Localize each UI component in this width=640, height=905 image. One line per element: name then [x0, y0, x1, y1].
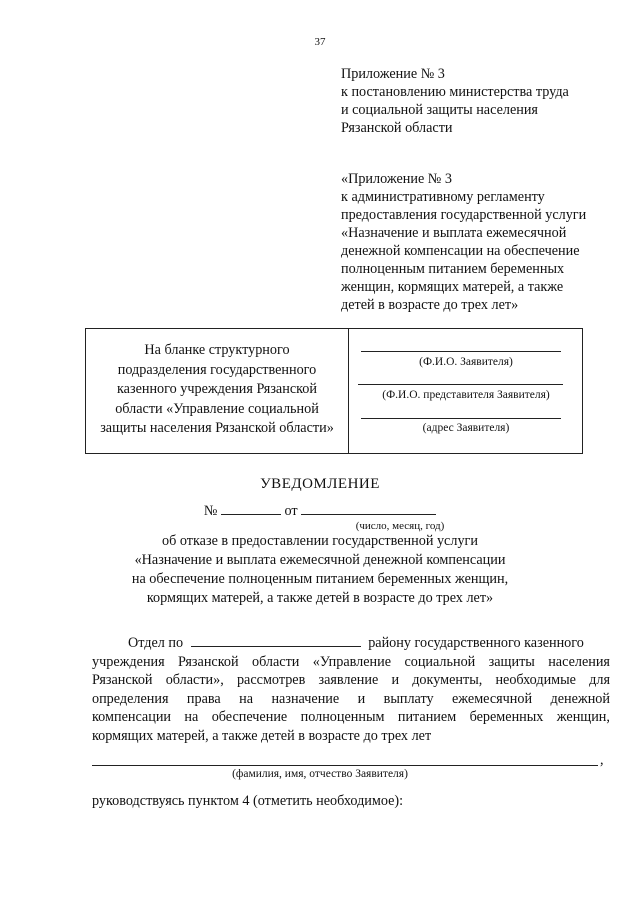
letterhead-line: защиты населения Рязанской области» [100, 420, 334, 436]
date-label: от [284, 503, 298, 519]
word: учреждения [92, 653, 165, 670]
subject-line: «Назначение и выплата ежемесячной денежной компенсации [134, 552, 506, 568]
appendix-line: Рязанской области [341, 120, 453, 136]
appendix2-line: денежной компенсации на обеспечение [341, 243, 580, 259]
body-line [92, 671, 610, 690]
body-last-line: кормящих матерей, а также детей в возрасте до трех лет [92, 727, 432, 744]
word: выплату [383, 690, 434, 707]
appendix2-line: «Приложение № 3 [341, 171, 452, 187]
word: компенсации [92, 709, 172, 725]
dept-suffix: району государственного казенного [368, 635, 584, 651]
fio-caption: (фамилия, имя, отчество Заявителя) [232, 768, 408, 780]
letterhead-table [85, 328, 583, 454]
address-caption: (адрес Заявителя) [422, 422, 510, 434]
subject-line: кормящих матерей, а также детей в возрасте до трех лет» [146, 590, 494, 606]
regulation-appendix-header [341, 170, 626, 314]
word: населения [548, 653, 610, 670]
notice-body [92, 633, 610, 745]
appendix-line: и социальной защиты населения [341, 102, 538, 118]
appendix2-line: к административному регламенту [341, 189, 545, 205]
letterhead-line: На бланке структурного [144, 342, 290, 358]
page-number: 37 [314, 36, 326, 48]
subject-line: об отказе в предоставлении государственной услуги [162, 533, 478, 549]
word: защиты [488, 653, 535, 670]
word: питанием [397, 709, 457, 725]
word: назначение [271, 690, 340, 707]
word: области», [165, 672, 224, 688]
word: определения [92, 690, 169, 707]
letterhead-line: казенного учреждения Рязанской [117, 381, 317, 397]
number-field[interactable] [221, 500, 281, 515]
date-caption: (число, месяц, год) [355, 520, 445, 532]
applicant-caption: (Ф.И.О. Заявителя) [419, 356, 513, 368]
appendix2-line: предоставления государственной услуги [341, 207, 587, 223]
appendix2-line: полноценным питанием беременных [341, 261, 565, 277]
district-field[interactable] [191, 633, 361, 647]
word: обеспечение [211, 709, 288, 725]
appendix2-line: детей в возрасте до трех лет» [341, 297, 519, 313]
body-line [92, 653, 610, 672]
word: заявление [318, 672, 379, 688]
body-line [92, 708, 610, 727]
word: для [589, 672, 610, 688]
word: рассмотрев [236, 672, 306, 688]
guided-by-text: руководствуясь пунктом 4 (отметить необходимое): [92, 793, 404, 809]
word: денежной [550, 690, 610, 707]
word: и [391, 672, 400, 688]
body-line [92, 690, 610, 709]
appendix2-line: «Назначение и выплата ежемесячной [341, 225, 567, 241]
date-field[interactable] [301, 500, 436, 515]
representative-name-line[interactable] [358, 384, 563, 385]
word: Рязанской [178, 653, 239, 670]
word: ежемесячной [452, 690, 533, 707]
applicant-fio-line[interactable] [92, 765, 598, 766]
number-label: № [203, 503, 218, 519]
department-line [92, 633, 610, 653]
word: на [239, 690, 254, 707]
letterhead-text [86, 341, 348, 439]
notice-subject [0, 532, 640, 608]
dept-prefix: Отдел по [128, 635, 184, 651]
letterhead-line: подразделения государственного [117, 361, 317, 378]
word: необходимые [495, 672, 576, 688]
notice-number-row [0, 500, 640, 520]
fio-comma: , [600, 752, 604, 768]
appendix-header [341, 65, 626, 137]
word: социальной [404, 653, 476, 670]
word: документы, [412, 672, 483, 688]
appendix-line: Приложение № 3 [341, 66, 445, 82]
applicant-name-line[interactable] [361, 351, 561, 352]
letterhead-line: области «Управление социальной [115, 400, 319, 417]
appendix-line: к постановлению министерства труда [341, 84, 569, 100]
appendix2-line: женщин, кормящих матерей, а также [341, 279, 564, 295]
address-line[interactable] [361, 418, 561, 419]
word: и [357, 690, 366, 707]
word: области [251, 653, 300, 670]
word: женщин, [556, 709, 610, 725]
word: права [186, 690, 221, 707]
subject-line: на обеспечение полноценным питанием беременных женщин, [131, 571, 509, 587]
notice-title: УВЕДОМЛЕНИЕ [260, 476, 380, 492]
word: Рязанской [92, 672, 153, 688]
word: полноценным [300, 709, 385, 725]
representative-caption: (Ф.И.О. представителя Заявителя) [382, 389, 550, 401]
word: беременных [469, 709, 544, 725]
word: «Управление [312, 653, 392, 670]
word: на [184, 709, 199, 725]
